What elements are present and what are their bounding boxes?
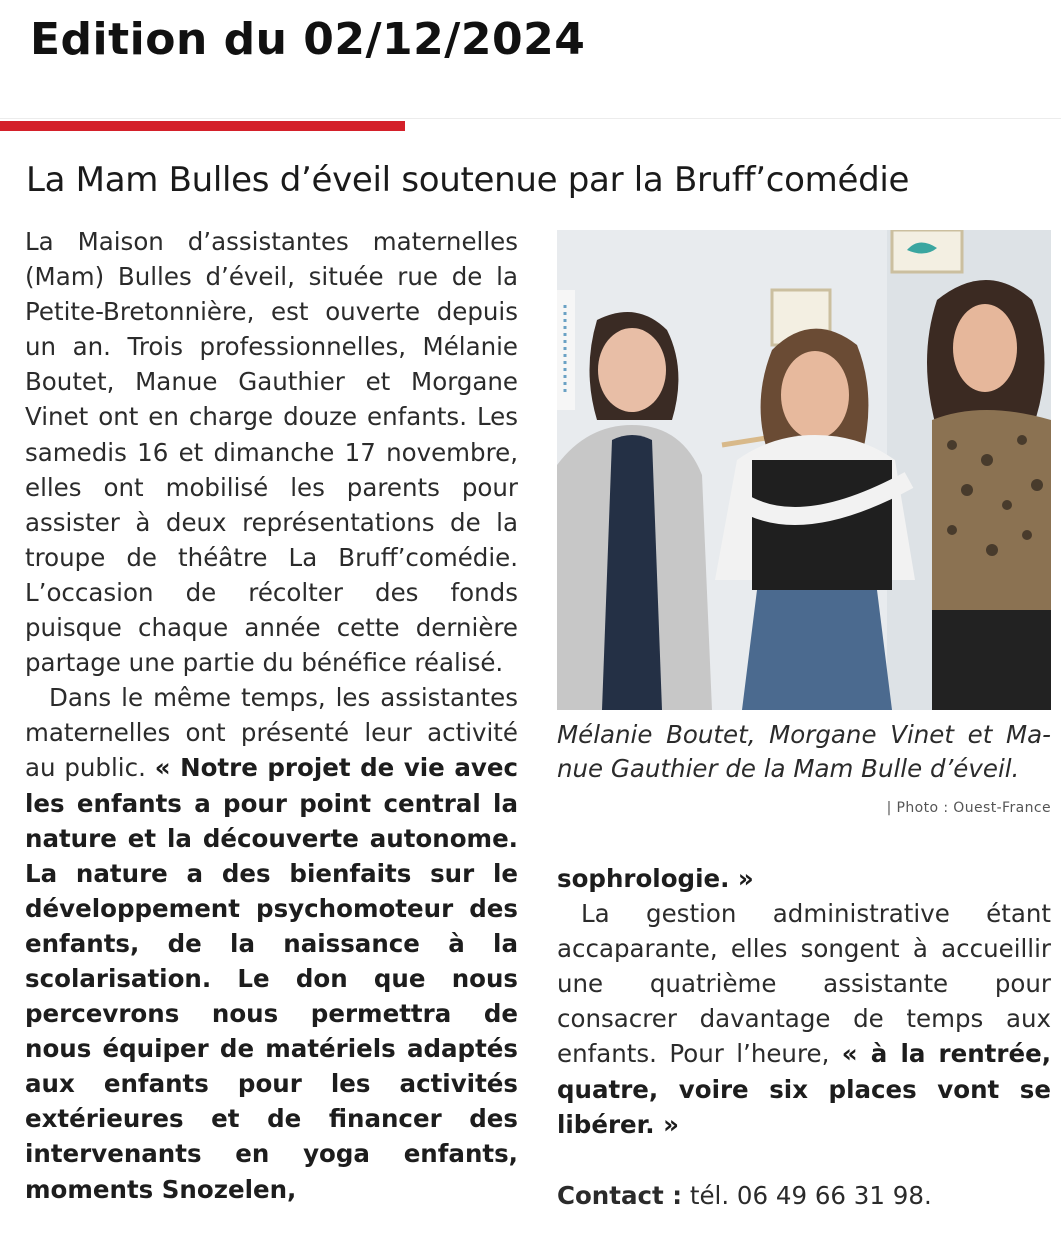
paragraph-1: La Maison d’assistantes maternelles (Mam) Bulles d’éveil, située rue de la Petite-Bretonnière, est ouverte depuis un an. Trois professionnelles, Mélanie Boutet, Manue Gauthier et Morgane Vinet ont en charge douze enfants. Les samedis 16 et dimanche 17 novembre, elles ont mobilisé les parents pour assister à deux représentations de la troupe de théâtre La Bruff’comédie. L’occasion de récolter des fonds puisque chaque année cette dernière partage une partie du bénéfice réalisé.: [25, 227, 518, 678]
paragraph-2: [25, 680, 518, 1206]
article-column-right: [557, 861, 1051, 1142]
photo-credit: | Photo : Ouest-France: [886, 800, 1051, 816]
contact-label: Contact :: [557, 1181, 683, 1210]
photo-illustration: [557, 230, 1051, 710]
edition-date: Edition du 02/12/2024: [30, 14, 586, 65]
article-column-left: [25, 224, 518, 1207]
quote-project-end: sophrologie. »: [557, 864, 754, 893]
quote-project: « Notre projet de vie avec les enfants a pour point central la nature et la découverte autonome. La nature a des bienfaits sur le développement psychomoteur des enfants, de la naissance à la scolarisation. Le don que nous percevrons nous permettra de nous équiper de matériels adaptés aux enfants pour les activités extérieures et de financer des intervenants en yoga enfants, moments Snozelen,: [25, 753, 519, 1204]
paragraph-3: [557, 896, 1051, 1142]
divider: [0, 118, 1061, 119]
paragraph-2-end: [557, 861, 1051, 896]
paragraph-2-intro: Dans le même temps, les assistantes maternelles ont présenté leur activité au public.: [25, 683, 518, 783]
photo-caption: Mélanie Boutet, Morgane Vinet et Manue Gauthier de la Mam Bulle d’éveil.: [557, 720, 1051, 783]
article-headline: La Mam Bulles d’éveil soutenue par la Bruff’comédie: [26, 160, 910, 200]
article-photo: [557, 230, 1051, 710]
contact-line: [557, 1178, 1051, 1213]
quote-places: « à la rentrée, quatre, voire six places vont se libérer. »: [557, 1039, 1052, 1139]
paragraph-3-intro: La gestion administrative étant accaparante, elles songent à accueillir une quatrième assistante pour consacrer davantage de temps aux enfants. Pour l’heure,: [557, 899, 1051, 1069]
section-accent-bar: [0, 121, 405, 131]
contact-phone: tél. 06 49 66 31 98.: [682, 1181, 932, 1210]
